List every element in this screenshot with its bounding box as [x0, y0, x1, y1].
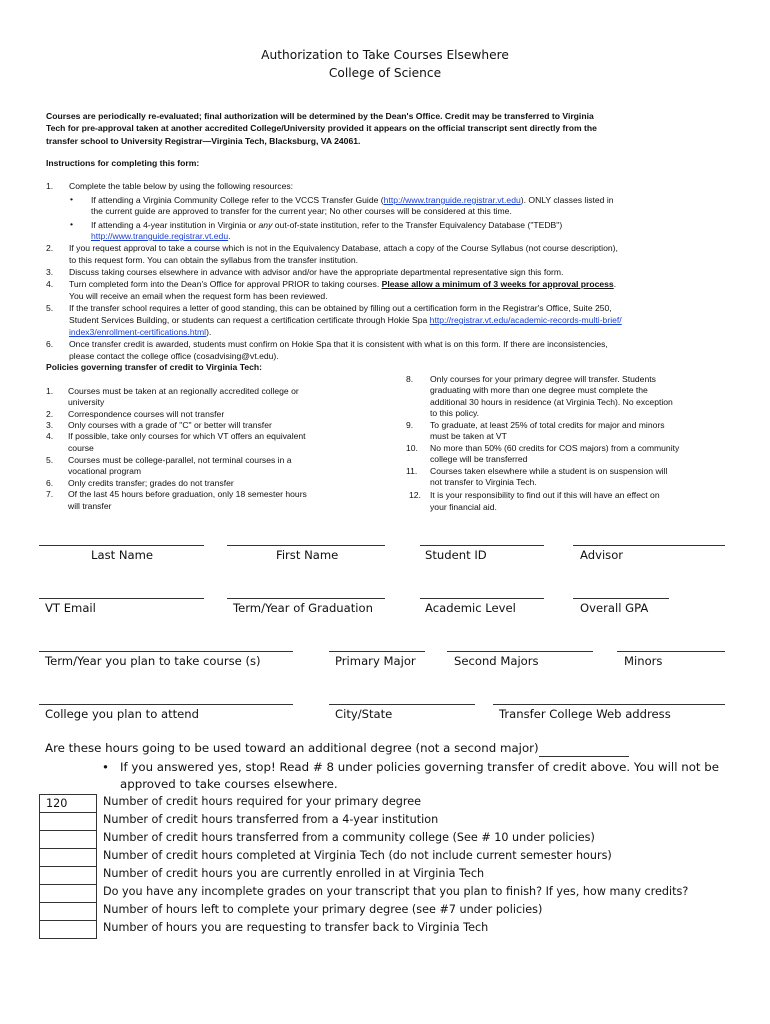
student-id-line[interactable] [420, 545, 544, 546]
policy-num: 12. [409, 490, 421, 500]
tedb-link[interactable]: http://www.tranguide.registrar.vt.edu [91, 231, 229, 241]
policy-num: 11. [406, 466, 418, 476]
form-title: Authorization to Take Courses Elsewhere [261, 48, 509, 62]
additional-degree-note: If you answered yes, stop! Read # 8 under policies governing transfer of credit above. You will not be [120, 760, 720, 774]
policy-1: Courses must be taken at an regionally accredited college or [68, 386, 299, 396]
intro-line: transfer school to University Registrar—Virginia Tech, Blacksburg, VA 24061. [46, 135, 361, 146]
second-majors-line[interactable] [447, 651, 593, 652]
primary-major-label: Primary Major [335, 654, 416, 668]
primary-major-line[interactable] [329, 651, 425, 652]
policy-9-cont: must be taken at VT [430, 431, 507, 441]
policies-right-column [406, 374, 736, 524]
bullet-text-emphasis: any [258, 220, 273, 230]
policy-num: 3. [46, 420, 54, 430]
credit-row-label: Number of hours left to complete your primary degree (see #7 under policies) [103, 903, 543, 916]
additional-degree-answer-line[interactable] [539, 756, 629, 757]
policy-num: 4. [46, 431, 54, 441]
transfer-web-line[interactable] [493, 704, 725, 705]
policy-10: No more than 50% (60 credits for COS majors) from a community [430, 443, 680, 453]
policy-11: Courses taken elsewhere while a student is on suspension will [430, 466, 668, 476]
policy-1-cont: university [68, 397, 105, 407]
policy-10-cont: college will be transferred [430, 454, 528, 464]
policy-7: Of the last 45 hours before graduation, only 18 semester hours [68, 489, 307, 499]
last-name-label: Last Name [91, 548, 154, 562]
credit-row-label: Number of credit hours transferred from a community college (See # 10 under policies) [103, 831, 595, 844]
credit-row-label: Number of credit hours completed at Virginia Tech (do not include current semester hours) [103, 849, 612, 862]
instruction-2-text-cont: to this request form. You can obtain the syllabus from the transfer institution. [69, 255, 359, 265]
overall-gpa-label: Overall GPA [580, 601, 649, 615]
instruction-2-num: 2. [46, 243, 54, 253]
instruction-5-num: 5. [46, 303, 54, 313]
policy-9: To graduate, at least 25% of total credits for major and minors [430, 420, 665, 430]
policy-11-cont: not transfer to Virginia Tech. [430, 477, 537, 487]
instruction-5-link-line [69, 327, 211, 338]
policy-num: 1. [46, 386, 54, 396]
policy-8-cont: additional 30 hours in residence (at Virginia Tech). No exception [430, 397, 673, 407]
instructions-heading: Instructions for completing this form: [46, 158, 200, 168]
academic-level-line[interactable] [420, 598, 544, 599]
policy-num: 9. [406, 420, 414, 430]
term-grad-label: Term/Year of Graduation [233, 601, 373, 615]
credit-hours-4year-box[interactable] [39, 812, 97, 830]
instruction-4-num: 4. [46, 279, 54, 289]
instruction-1-num: 1. [46, 181, 54, 191]
student-id-label: Student ID [425, 548, 487, 562]
minors-line[interactable] [617, 651, 725, 652]
policy-num: 10. [406, 443, 418, 453]
minors-label: Minors [624, 654, 663, 668]
hours-left-box[interactable] [39, 902, 97, 920]
policy-2: Correspondence courses will not transfer [68, 409, 225, 419]
credit-row-label: Number of hours you are requesting to transfer back to Virginia Tech [103, 921, 489, 934]
policy-5: Courses must be college-parallel, not terminal courses in a [68, 455, 292, 465]
intro-line: Courses are periodically re-evaluated; final authorization will be determined by the Dean's Office. Credit may be transferred to Virginia [46, 111, 594, 121]
instruction-6-text: Once transfer credit is awarded, students must confirm on Hokie Spa that it is consistent with what is on this form. If there are inconsistencies, [69, 339, 608, 349]
instruction-1-bullet-2 [91, 220, 562, 231]
form-subtitle: College of Science [328, 66, 442, 80]
credit-hours-required-box[interactable]: 120 [39, 794, 97, 812]
additional-degree-question: Are these hours going to be used toward an additional degree (not a second major) [45, 741, 539, 755]
college-plan-label: College you plan to attend [45, 707, 200, 721]
bullet-icon: • [70, 219, 74, 229]
bullet-text: If attending a 4-year institution in Virginia or [91, 220, 259, 230]
first-name-label: First Name [276, 548, 339, 562]
college-plan-line[interactable] [39, 704, 293, 705]
credit-hours-enrolled-box[interactable] [39, 866, 97, 884]
policy-num: 2. [46, 409, 54, 419]
credit-row-label: Do you have any incomplete grades on your transcript that you plan to finish? If yes, how many credits? [103, 885, 689, 898]
policy-8-cont: to this policy. [430, 408, 480, 418]
policy-8: Only courses for your primary degree will transfer. Students [430, 374, 656, 384]
term-grad-line[interactable] [227, 598, 385, 599]
additional-degree-note-cont: approved to take courses elsewhere. [120, 777, 338, 791]
instruction-4-text-cont: You will receive an email when the request form has been reviewed. [69, 291, 328, 301]
credit-row-label: Number of credit hours transferred from a 4-year institution [103, 813, 439, 826]
intro-line: Tech for pre-approval taken at another accredited College/University provided it appears on the official transcript sent directly from the [46, 123, 597, 134]
policy-num: 7. [46, 489, 54, 499]
instruction-4-text [69, 279, 616, 290]
instruction-5-text-cont [69, 315, 622, 326]
instruction-1-bullet-1 [91, 195, 614, 206]
policy-4-cont: course [68, 443, 94, 453]
instruction-1-text: Complete the table below by using the following resources: [69, 181, 294, 191]
first-name-line[interactable] [227, 545, 385, 546]
instruction-6-text-cont: please contact the college office (cosadvising@vt.edu). [69, 351, 279, 361]
bullet-icon: • [70, 194, 74, 204]
policy-4: If possible, take only courses for which VT offers an equivalent [68, 431, 306, 441]
instruction-6-num: 6. [46, 339, 54, 349]
policy-8-cont: graduating with more than one degree must complete the [430, 385, 648, 395]
credit-hours-vt-box[interactable] [39, 848, 97, 866]
credit-hours-community-box[interactable] [39, 830, 97, 848]
registrar-link[interactable]: http://registrar.vt.edu/academic-records-multi-brief/ [429, 315, 622, 325]
instruction-text: . [613, 279, 617, 289]
second-majors-label: Second Majors [454, 654, 539, 668]
last-name-line[interactable] [39, 545, 204, 546]
policy-5-cont: vocational program [68, 466, 142, 476]
vt-email-line[interactable] [39, 598, 204, 599]
instruction-text: Student Services Building, or students can request a certification certificate through Hokie Spa [69, 315, 430, 325]
policy-num: 6. [46, 478, 54, 488]
instruction-3-num: 3. [46, 267, 54, 277]
bullet-text: out-of-state institution, refer to the Transfer Equivalency Database ("TEDB") [272, 220, 563, 230]
instruction-5-text: If the transfer school requires a letter of good standing, this can be obtained by filling out a certification form in the Registrar's Office, Suite 250, [69, 303, 612, 313]
policies-heading: Policies governing transfer of credit to Virginia Tech: [46, 362, 263, 372]
credit-row-label: Number of credit hours you are currently enrolled in at Virginia Tech [103, 867, 485, 880]
hours-transfer-box[interactable] [39, 920, 97, 939]
policy-12-cont: your financial aid. [430, 502, 497, 512]
instruction-text: ). [206, 327, 212, 337]
instruction-1-bullet-1-cont: the current guide are approved to transfer for the current year; No other courses will be considered at this time. [91, 206, 512, 216]
policy-6: Only credits transfer; grades do not transfer [68, 478, 234, 488]
bullet-text: ). ONLY classes listed in [520, 195, 614, 205]
intro-paragraph [46, 110, 736, 147]
instruction-3-text: Discuss taking courses elsewhere in advance with advisor and/or have the appropriate departmental representative sign this form. [69, 267, 564, 277]
policy-num: 8. [406, 374, 414, 384]
city-state-label: City/State [335, 707, 393, 721]
policies-left-column [46, 386, 386, 526]
term-plan-line[interactable] [39, 651, 293, 652]
overall-gpa-line[interactable] [573, 598, 669, 599]
policy-num: 5. [46, 455, 54, 465]
approval-time-notice: Please allow a minimum of 3 weeks for approval process [381, 279, 614, 289]
instruction-2-text: If you request approval to take a course which is not in the Equivalency Database, attach a copy of the Course Syllabus (not course description), [69, 243, 618, 253]
bullet-text: . [228, 231, 231, 241]
policy-12: It is your responsibility to find out if this will have an effect on [430, 490, 660, 500]
policy-7-cont: will transfer [68, 501, 112, 511]
city-state-line[interactable] [329, 704, 475, 705]
policy-3: Only courses with a grade of "C" or better will transfer [68, 420, 272, 430]
advisor-line[interactable] [573, 545, 725, 546]
bullet-icon: • [102, 760, 109, 774]
vccs-guide-link[interactable]: http://www.tranguide.registrar.vt.edu [383, 195, 521, 205]
registrar-link-cont[interactable]: index3/enrollment-certifications.html [69, 327, 207, 337]
bullet-text: If attending a Virginia Community College refer to the VCCS Transfer Guide ( [91, 195, 384, 205]
incomplete-grades-box[interactable] [39, 884, 97, 902]
transfer-web-label: Transfer College Web address [499, 707, 671, 721]
vt-email-label: VT Email [45, 601, 96, 615]
term-plan-label: Term/Year you plan to take course (s) [45, 654, 261, 668]
credit-row-label: Number of credit hours required for your primary degree [103, 795, 422, 808]
academic-level-label: Academic Level [425, 601, 516, 615]
instruction-1-bullet-2-link-line [91, 231, 230, 242]
advisor-label: Advisor [580, 548, 624, 562]
instruction-text: Turn completed form into the Dean's Office for approval PRIOR to taking courses. [69, 279, 382, 289]
